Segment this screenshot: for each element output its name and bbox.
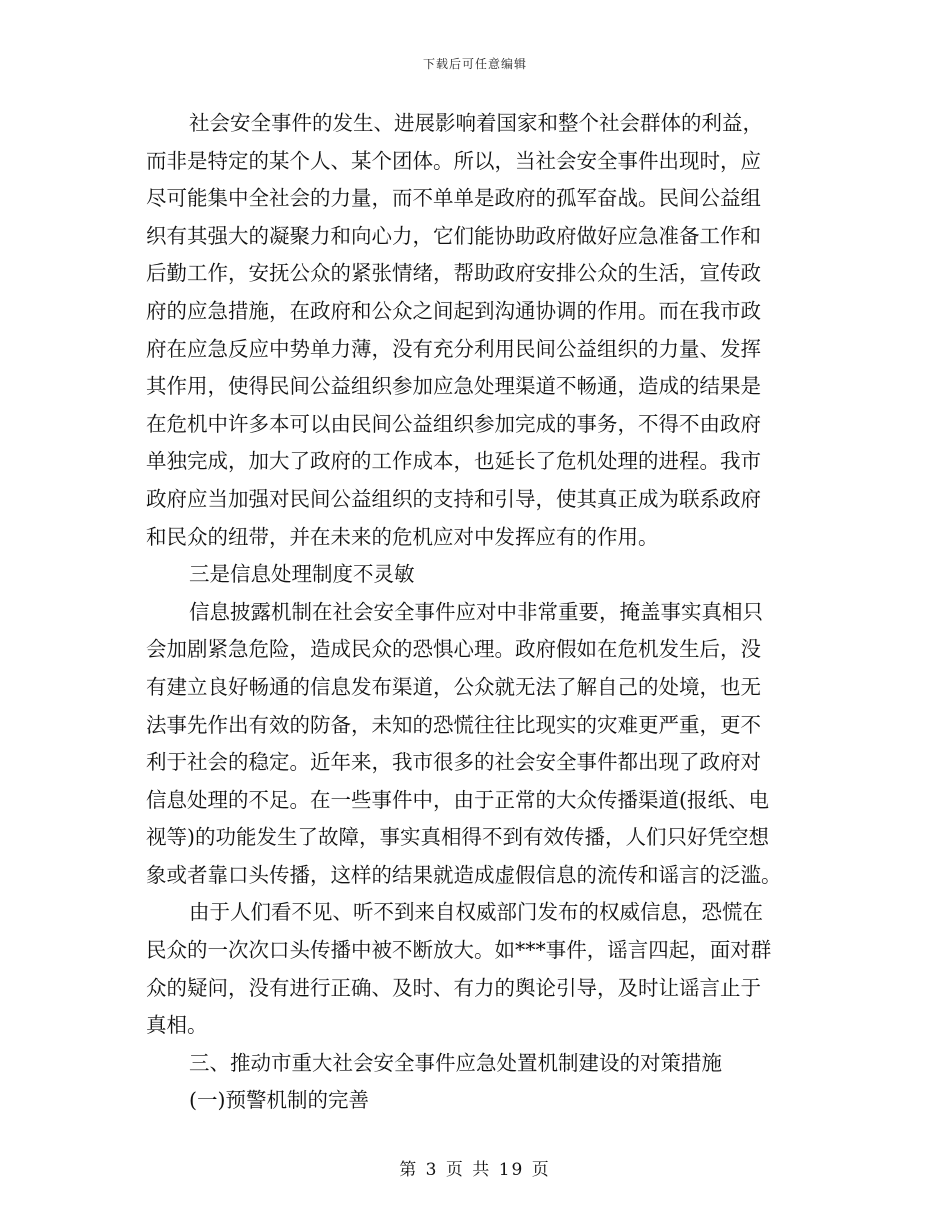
paragraph-line: 其作用，使得民间公益组织参加应急处理渠道不畅通，造成的结果是 [146,374,761,399]
paragraph-line: 众的疑问，没有进行正确、及时、有力的舆论引导，及时让谣言止于 [146,975,761,1000]
paragraph-line: 象或者靠口头传播，这样的结果就造成虚假信息的流传和谣言的泛滥。 [146,862,782,887]
paragraph-line: 利于社会的稳定。近年来，我市很多的社会安全事件都出现了政府对 [146,750,761,775]
paragraph-line: 府的应急措施，在政府和公众之间起到沟通协调的作用。而在我市政 [146,298,761,323]
paragraph-line: 而非是特定的某个人、某个团体。所以，当社会安全事件出现时，应 [146,148,761,173]
paragraph-line: 由于人们看不见、听不到来自权威部门发布的权威信息，恐慌在 [189,900,763,925]
subsection-heading: (一)预警机制的完善 [189,1088,369,1113]
section-heading: 三、推动市重大社会安全事件应急处置机制建设的对策措施 [189,1050,722,1075]
document-body [146,105,814,1120]
paragraph-line: 和民众的纽带，并在未来的危机应对中发挥应有的作用。 [146,524,659,549]
page-number-footer: 第 3 页 共 19 页 [399,1160,551,1180]
paragraph-line: 政府应当加强对民间公益组织的支持和引导，使其真正成为联系政府 [146,486,761,511]
paragraph-line: 后勤工作，安抚公众的紧张情绪，帮助政府安排公众的生活，宣传政 [146,261,761,286]
paragraph-line: 信息处理的不足。在一些事件中，由于正常的大众传播渠道(报纸、电 [146,787,769,812]
paragraph-line: 会加剧紧急危险，造成民众的恐惧心理。政府假如在危机发生后，没 [146,637,761,662]
section-heading: 三是信息处理制度不灵敏 [189,562,415,587]
paragraph-line: 有建立良好畅通的信息发布渠道，公众就无法了解自己的处境，也无 [146,674,761,699]
paragraph-line: 织有其强大的凝聚力和向心力，它们能协助政府做好应急准备工作和 [146,223,761,248]
paragraph-line: 府在应急反应中势单力薄，没有充分利用民间公益组织的力量、发挥 [146,336,761,361]
paragraph-line: 法事先作出有效的防备，未知的恐慌往往比现实的灾难更严重，更不 [146,712,761,737]
paragraph-line: 真相。 [146,1013,208,1038]
paragraph-line: 社会安全事件的发生、进展影响着国家和整个社会群体的利益， [189,111,763,135]
header-note: 下载后可任意编辑 [422,57,527,71]
paragraph-line: 单独完成，加大了政府的工作成本，也延长了危机处理的进程。我市 [146,449,761,474]
paragraph-line: 信息披露机制在社会安全事件应对中非常重要，掩盖事实真相只 [189,599,763,624]
paragraph-line: 视等)的功能发生了故障，事实真相得不到有效传播，人们只好凭空想 [146,825,769,850]
paragraph-line: 尽可能集中全社会的力量，而不单单是政府的孤军奋战。民间公益组 [146,186,761,211]
paragraph-line: 在危机中许多本可以由民间公益组织参加完成的事务，不得不由政府 [146,411,761,436]
paragraph-line: 民众的一次次口头传播中被不断放大。如***事件，谣言四起，面对群 [146,938,772,963]
